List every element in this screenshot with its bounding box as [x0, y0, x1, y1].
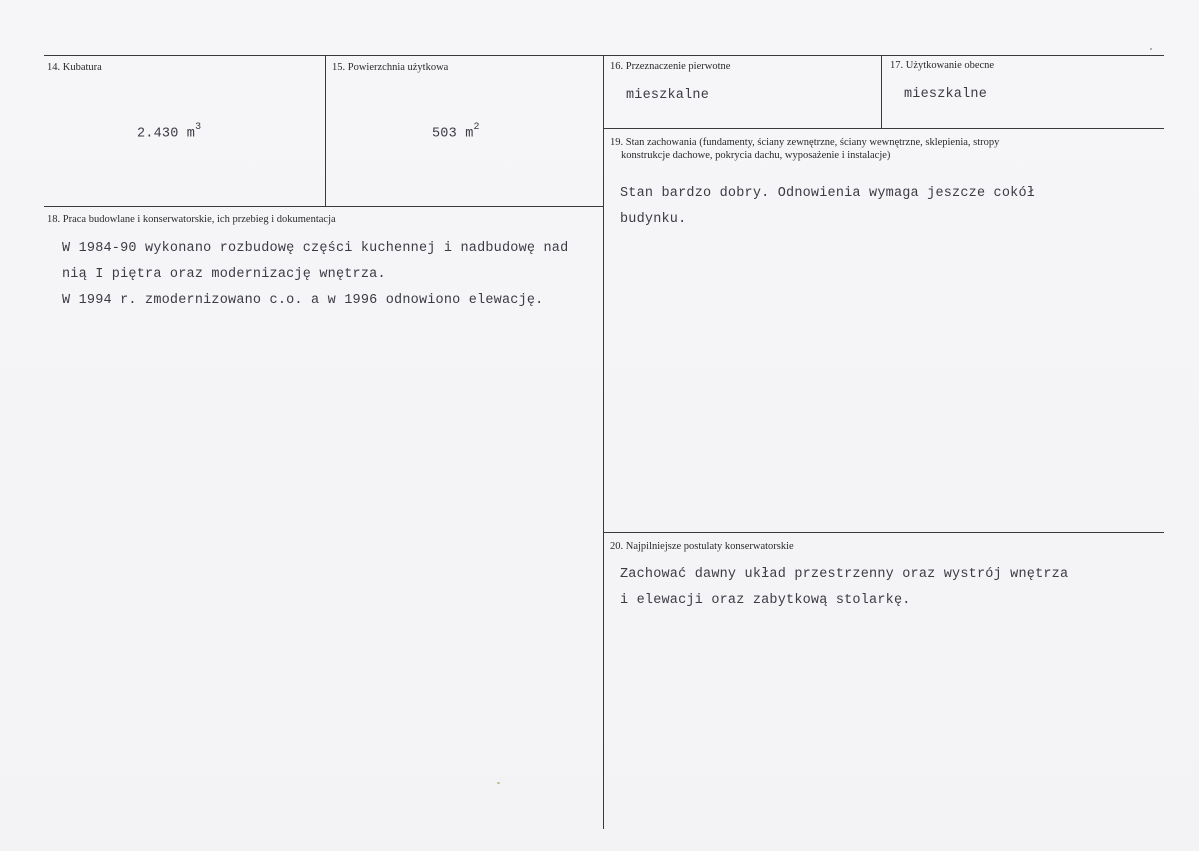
postulaty-text: [620, 562, 1068, 614]
powierzchnia-label: 15. Powierzchnia użytkowa: [332, 62, 449, 73]
praca-line-1: W 1984-90 wykonano rozbudowę części kuchennej i nadbudowę nad: [62, 241, 569, 256]
kubatura-value: [137, 124, 201, 142]
przeznaczenie-value: mieszkalne: [626, 88, 710, 103]
praca-text: [62, 236, 568, 314]
stan-label-line1: 19. Stan zachowania (fundamenty, ściany zewnętrzne, ściany wewnętrzne, sklepienia, stropy: [610, 137, 1000, 148]
top-border-line: [44, 55, 1164, 56]
praca-label: 18. Praca budowlane i konserwatorskie, ich przebieg i dokumentacja: [47, 214, 336, 225]
powierzchnia-value: [432, 124, 480, 142]
paper-speck: [497, 782, 500, 784]
powierzchnia-value-text: 503 m: [432, 126, 474, 142]
paper-speck: [1150, 48, 1152, 50]
kubatura-label: 14. Kubatura: [47, 62, 102, 73]
divider-main-vertical: [603, 55, 604, 829]
powierzchnia-exponent: 2: [473, 122, 480, 133]
kubatura-value-text: 2.430 m: [137, 126, 196, 142]
uzytkowanie-value: mieszkalne: [904, 87, 988, 102]
divider-16-17: [881, 55, 882, 129]
line-above-20: [603, 532, 1164, 533]
divider-14-15: [325, 55, 326, 207]
line-above-18: [44, 206, 604, 207]
stan-line-2: budynku.: [620, 212, 687, 227]
line-above-19: [603, 128, 1164, 129]
uzytkowanie-label: 17. Użytkowanie obecne: [890, 60, 995, 71]
stan-label: [610, 136, 999, 162]
postulaty-line-2: i elewacji oraz zabytkową stolarkę.: [620, 593, 911, 608]
postulaty-line-1: Zachować dawny układ przestrzenny oraz wystrój wnętrza: [620, 567, 1069, 582]
praca-line-3: W 1994 r. zmodernizowano c.o. a w 1996 odnowiono elewację.: [62, 293, 544, 308]
stan-label-line2: konstrukcje dachowe, pokrycia dachu, wyposażenie i instalacje): [621, 150, 891, 161]
stan-text: [620, 181, 1035, 233]
stan-line-1: Stan bardzo dobry. Odnowienia wymaga jeszcze cokół: [620, 186, 1036, 201]
praca-line-2: nią I piętra oraz modernizację wnętrza.: [62, 267, 386, 282]
postulaty-label: 20. Najpilniejsze postulaty konserwatorskie: [610, 541, 794, 552]
kubatura-exponent: 3: [195, 122, 202, 133]
przeznaczenie-label: 16. Przeznaczenie pierwotne: [610, 61, 731, 72]
